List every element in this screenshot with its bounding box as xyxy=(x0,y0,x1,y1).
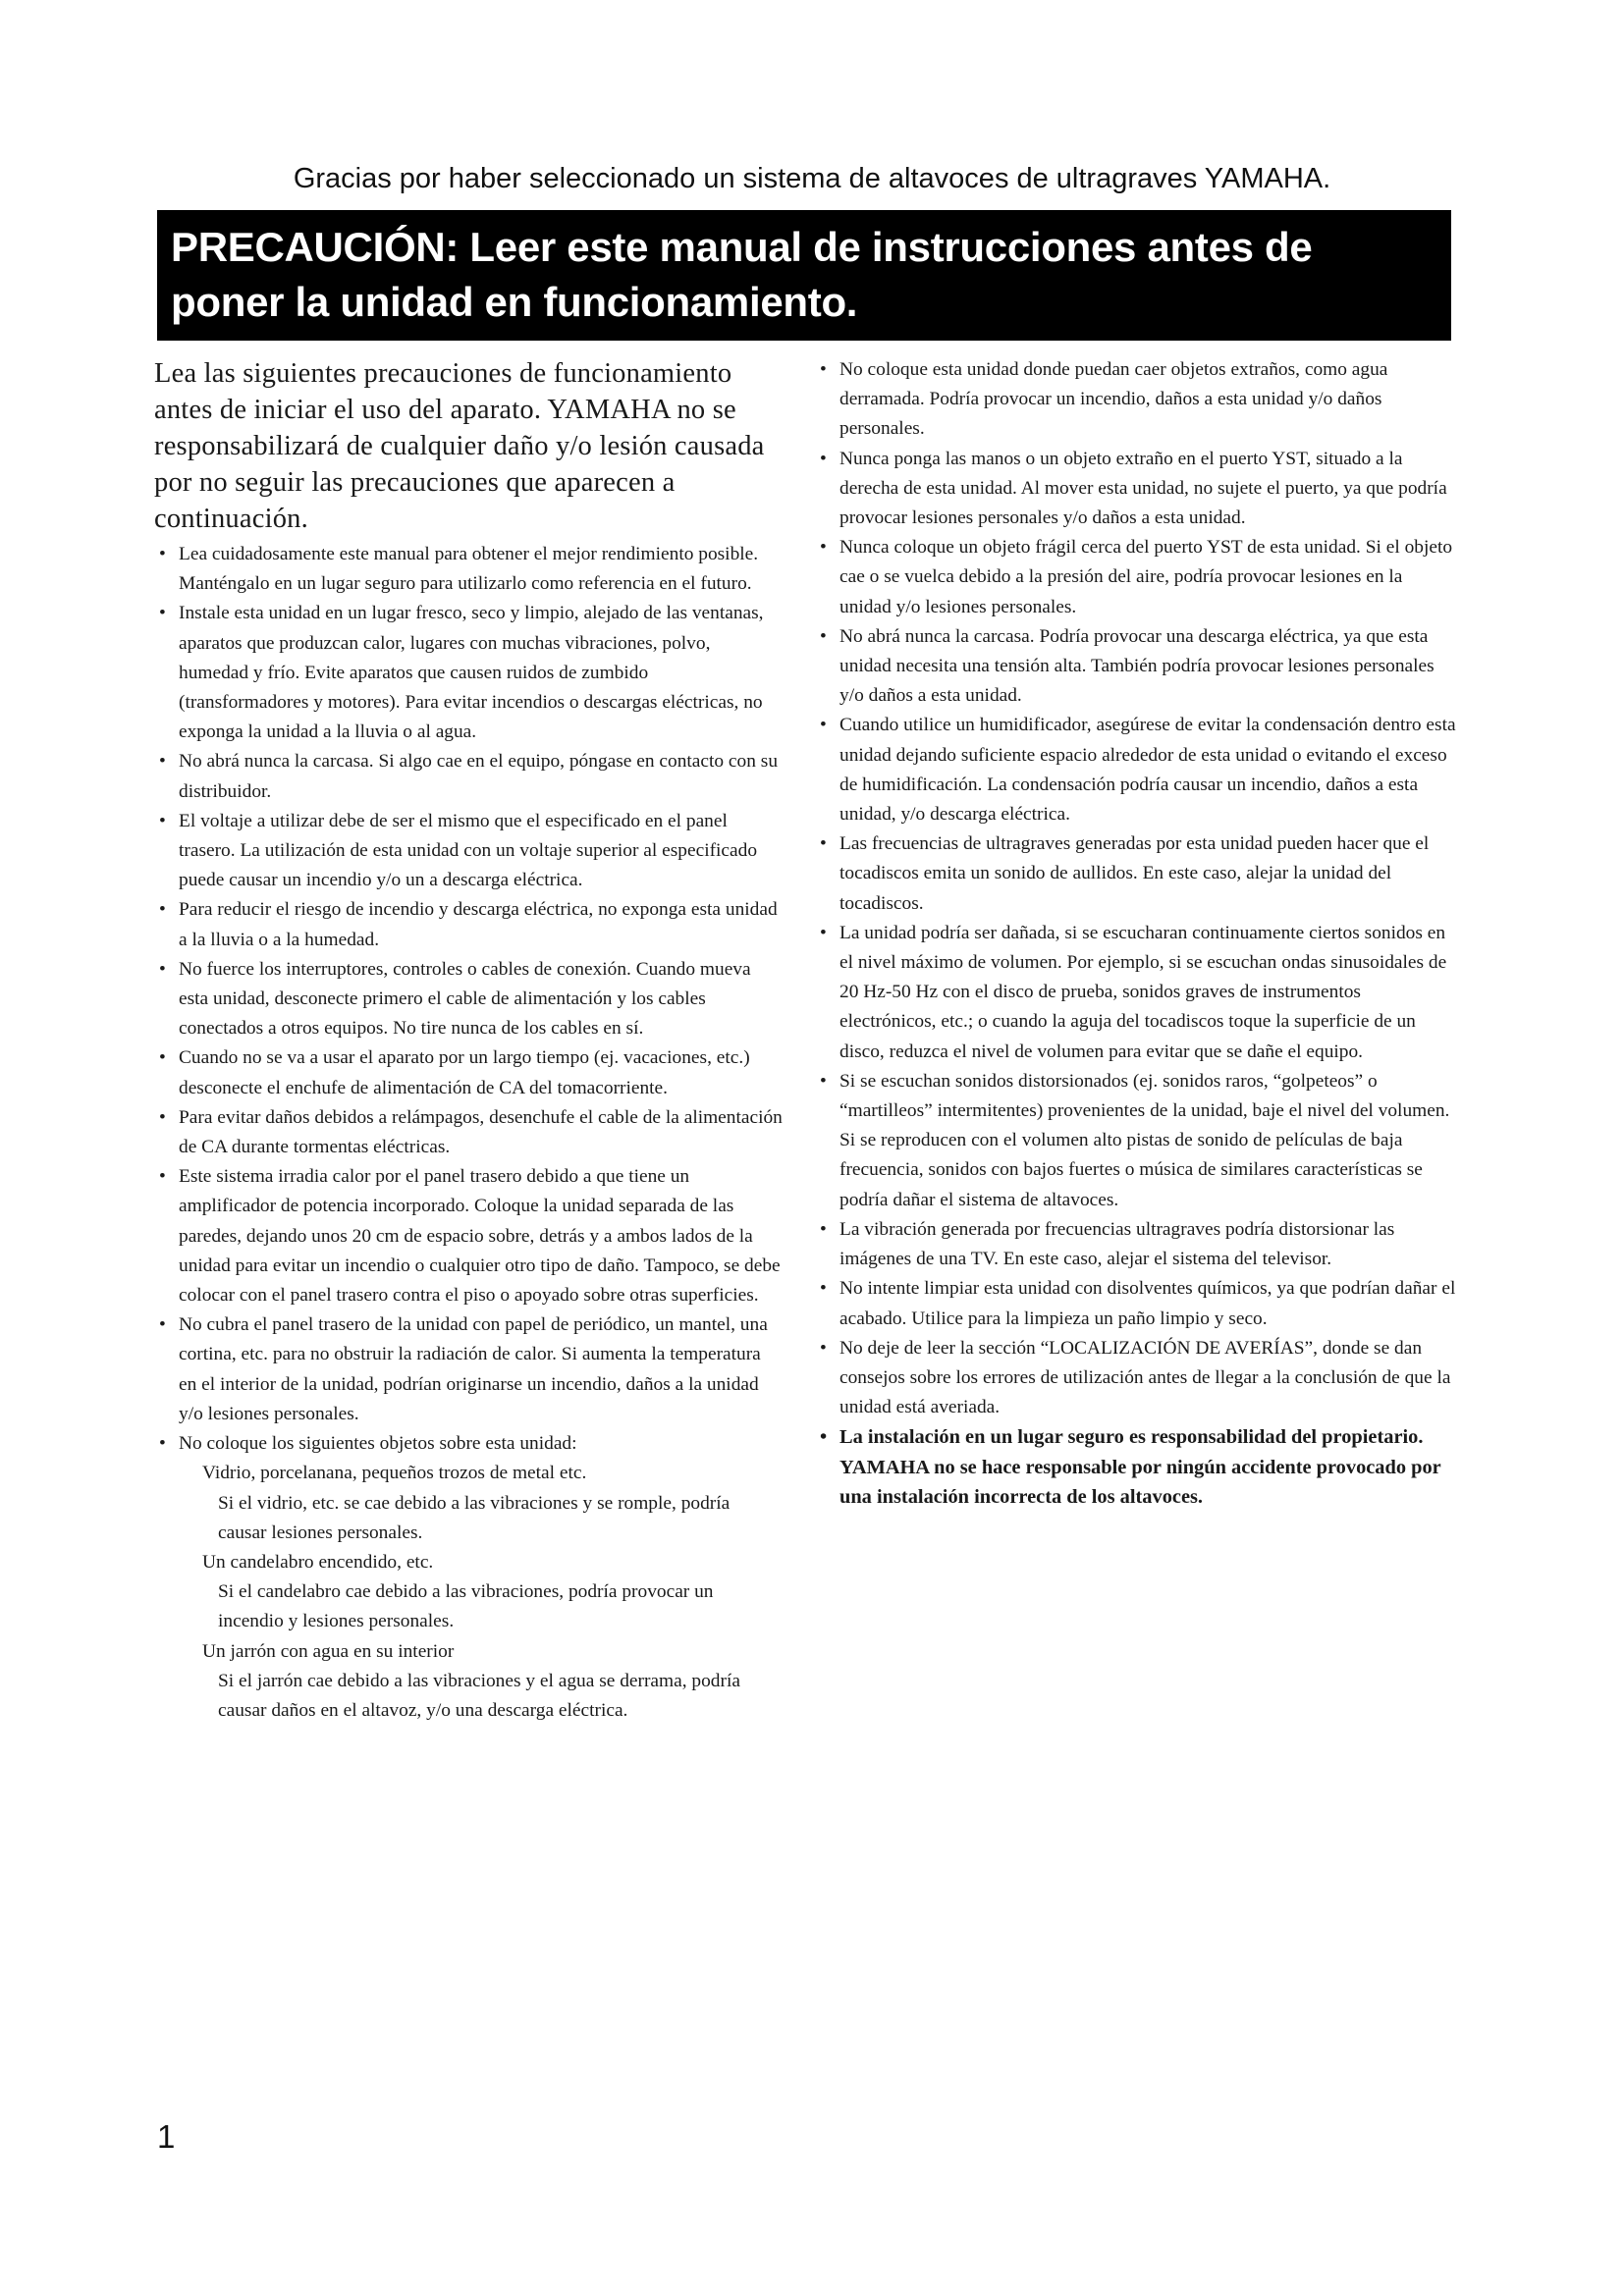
precaution-item: • No intente limpiar esta unidad con disolventes químicos, ya que podrían dañar el acabado. Utilice para la limpieza un paño limpio y seco. xyxy=(815,1274,1459,1333)
precaution-item: • Las frecuencias de ultragraves generadas por esta unidad pueden hacer que el tocadiscos emita un sonido de aullidos. En este caso, alejar la unidad del tocadiscos. xyxy=(815,829,1459,919)
precaution-item: • La vibración generada por frecuencias ultragraves podría distorsionar las imágenes de una TV. En este caso, alejar el sistema del televisor. xyxy=(815,1215,1459,1274)
intro-paragraph: Lea las siguientes precauciones de funcionamiento antes de iniciar el uso del aparato. YAMAHA no se responsabilizará de cualquier daño y/o lesión causada por no seguir las precauciones que aparecen a continuación. xyxy=(154,358,765,534)
precaution-item: • No abrá nunca la carcasa. Si algo cae en el equipo, póngase en contacto con su distribuidor. xyxy=(154,747,783,806)
precaution-item: • Este sistema irradia calor por el panel trasero debido a que tiene un amplificador de potencia incorporado. Coloque la unidad separada de las paredes, dejando unos 20 cm de espacio sobre, detrás y a ambos lados de la unidad para evitar un incendio o cualquier otro tipo de daño. Tampoco, se debe colocar con el panel trasero contra el piso o apoyado sobre otras superficies. xyxy=(154,1162,783,1310)
object-name: Vidrio, porcelanana, pequeños trozos de metal etc. xyxy=(202,1463,587,1484)
precaution-item: • Cuando no se va a usar el aparato por un largo tiempo (ej. vacaciones, etc.) desconecte el enchufe de alimentación de CA del tomacorriente. xyxy=(154,1043,783,1102)
page-number: 1 xyxy=(157,2118,176,2155)
precaution-item: • Cuando utilice un humidificador, asegúrese de evitar la condensación dentro esta unidad dejando suficiente espacio alrededor de esta unidad o evitando el exceso de humidificación. La condensación podría causar un incendio, daños a esta unidad, y/o descarga eléctrica. xyxy=(815,711,1459,829)
precaution-item: • Nunca coloque un objeto frágil cerca del puerto YST de esta unidad. Si el objeto cae o se vuelca debido a la presión del aire, podría provocar lesiones en la unidad y/o lesiones personales. xyxy=(815,533,1459,622)
precaution-item: • No coloque esta unidad donde puedan caer objetos extraños, como agua derramada. Podría provocar un incendio, daños a esta unidad y/o daños personales. xyxy=(815,355,1459,445)
precaution-item: • No deje de leer la sección “LOCALIZACIÓN DE AVERÍAS”, donde se dan consejos sobre los errores de utilización antes de llegar a la conclusión de que la unidad está averiada. xyxy=(815,1334,1459,1423)
left-precaution-list xyxy=(154,540,783,1726)
precaution-item: • No abrá nunca la carcasa. Podría provocar una descarga eléctrica, ya que esta unidad necesita una tensión alta. También podría provocar lesiones personales y/o daños a esta unidad. xyxy=(815,622,1459,712)
precaution-item: • Nunca ponga las manos o un objeto extraño en el puerto YST, situado a la derecha de esta unidad. Al mover esta unidad, no sujete el puerto, ya que podría provocar lesiones personales y/o daños a esta unidad. xyxy=(815,445,1459,534)
object-detail: Si el jarrón cae debido a las vibraciones y el agua se derrama, podría causar daños en el altavoz, y/o una descarga eléctrica. xyxy=(218,1670,740,1721)
precaution-item: • No cubra el panel trasero de la unidad con papel de periódico, un mantel, una cortina, etc. para no obstruir la radiación de calor. Si aumenta la temperatura en el interior de la unidad, podrían originarse un incendio, daños a la unidad y/o lesiones personales. xyxy=(154,1310,783,1429)
object-name: Un candelabro encendido, etc. xyxy=(202,1551,434,1573)
objects-item xyxy=(154,1429,783,1726)
object-detail: Si el vidrio, etc. se cae debido a las vibraciones y se romple, podría causar lesiones personales. xyxy=(218,1492,731,1543)
precaution-item: • El voltaje a utilizar debe de ser el mismo que el especificado en el panel trasero. La utilización de esta unidad con un voltaje superior al especificado puede causar un incendio y/o un a descarga eléctrica. xyxy=(154,807,783,896)
caution-banner: PRECAUCIÓN: Leer este manual de instrucciones antes de poner la unidad en funcionamiento. xyxy=(157,210,1451,341)
precaution-item: • No fuerce los interruptores, controles o cables de conexión. Cuando mueva esta unidad, desconecte primero el cable de alimentación y los cables conectados a otros equipos. No tire nunca de los cables en sí. xyxy=(154,955,783,1044)
right-precaution-list xyxy=(815,355,1459,1512)
precaution-item: • La unidad podría ser dañada, si se escucharan continuamente ciertos sonidos en el nivel máximo de volumen. Por ejemplo, si se escuchan ondas sinusoidales de 20 Hz-50 Hz con el disco de prueba, sonidos graves de instrumentos electrónicos, etc.; o cuando la aguja del tocadiscos toque la superficie de un disco, reduzca el nivel de volumen para evitar que se dañe el equipo. xyxy=(815,919,1459,1067)
left-column xyxy=(154,355,783,1726)
precaution-item: • Para evitar daños debidos a relámpagos, desenchufe el cable de la alimentación de CA durante tormentas eléctricas. xyxy=(154,1103,783,1162)
precaution-item: • Si se escuchan sonidos distorsionados (ej. sonidos raros, “golpeteos” o “martilleos” intermitentes) provenientes de la unidad, baje el nivel del volumen. Si se reproducen con el volumen alto pistas de sonido de películas de baja frecuencia, sonidos con bajos fuertes o música de similares características se podría dañar el sistema de altavoces. xyxy=(815,1067,1459,1215)
object-name: Un jarrón con agua en su interior xyxy=(202,1640,455,1662)
precaution-item: • Instale esta unidad en un lugar fresco, seco y limpio, alejado de las ventanas, aparatos que produzcan calor, lugares con muchas vibraciones, polvo, humedad y frío. Evite aparatos que causen ruidos de zumbido (transformadores y motores). Para evitar incendios o descargas eléctricas, no exponga la unidad a la lluvia o al agua. xyxy=(154,599,783,747)
precaution-item: • Lea cuidadosamente este manual para obtener el mejor rendimiento posible. Manténgalo en un lugar seguro para utilizarlo como referencia en el futuro. xyxy=(154,540,783,599)
precaution-item: • Para reducir el riesgo de incendio y descarga eléctrica, no exponga esta unidad a la lluvia o a la humedad. xyxy=(154,895,783,954)
thanks-line: Gracias por haber seleccionado un sistema de altavoces de ultragraves YAMAHA. xyxy=(293,163,1331,194)
right-column xyxy=(815,355,1459,1512)
object-detail: Si el candelabro cae debido a las vibraciones, podría provocar un incendio y lesiones personales. xyxy=(218,1581,714,1632)
objects-intro: • No coloque los siguientes objetos sobre esta unidad: xyxy=(179,1433,577,1455)
final-bold-item: • La instalación en un lugar seguro es responsabilidad del propietario. YAMAHA no se hace responsable por ningún accidente provocado por una instalación incorrecta de los altavoces. xyxy=(815,1422,1459,1512)
